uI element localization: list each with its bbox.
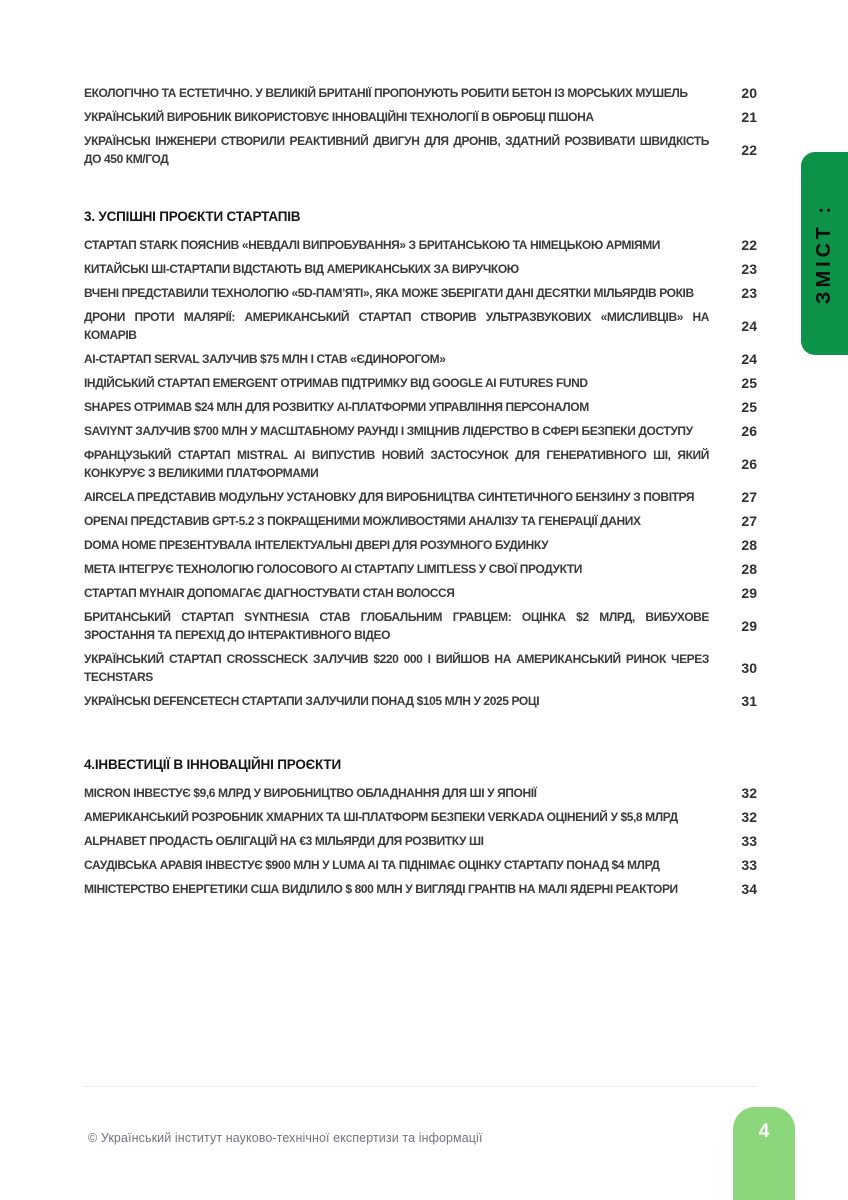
toc-entry-title: ФРАНЦУЗЬКИЙ СТАРТАП MISTRAL AI ВИПУСТИВ НОВИЙ ЗАСТОСУНОК ДЛЯ ГЕНЕРАТИВНОГО ШІ, ЯКИЙ КОНКУРУЄ З ВЕЛИКИМИ ПЛАТФОРМАМИ xyxy=(84,448,709,480)
page-number: 4 xyxy=(758,1121,770,1142)
toc-entry-title: OPENAI ПРЕДСТАВИВ GPT-5.2 З ПОКРАЩЕНИМИ МОЖЛИВОСТЯМИ АНАЛІЗУ ТА ГЕНЕРАЦІЇ ДАНИХ xyxy=(84,514,641,528)
toc-entry-page-number: 33 xyxy=(741,833,757,849)
toc-entry-title: САУДІВСЬКА АРАВІЯ ІНВЕСТУЄ $900 МЛН У LUMA AI ТА ПІДНІМАЄ ОЦІНКУ СТАРТАПУ ПОНАД $4 МЛРД xyxy=(84,858,660,872)
toc-entry-title: SHAPES ОТРИМАВ $24 МЛН ДЛЯ РОЗВИТКУ АІ-ПЛАТФОРМИ УПРАВЛІННЯ ПЕРСОНАЛОМ xyxy=(84,400,589,414)
toc-entry[interactable] xyxy=(84,650,757,686)
toc-entry[interactable] xyxy=(84,808,757,826)
toc-entry[interactable] xyxy=(84,560,757,578)
toc-entry-page-number: 26 xyxy=(741,456,757,472)
toc-entry-page-number: 25 xyxy=(741,375,757,391)
toc-entry-title: AIRCELA ПРЕДСТАВИВ МОДУЛЬНУ УСТАНОВКУ ДЛЯ ВИРОБНИЦТВА СИНТЕТИЧНОГО БЕНЗИНУ З ПОВІТРЯ xyxy=(84,490,695,504)
toc-entry[interactable] xyxy=(84,856,757,874)
toc-entry-page-number: 22 xyxy=(741,237,757,253)
toc-entry-page-number: 24 xyxy=(741,318,757,334)
toc-entry-page-number: 27 xyxy=(741,513,757,529)
toc-entry-title: МЕТА ІНТЕГРУЄ ТЕХНОЛОГІЮ ГОЛОСОВОГО AI СТАРТАПУ LIMITLESS У СВОЇ ПРОДУКТИ xyxy=(84,562,582,576)
toc-entry-page-number: 25 xyxy=(741,399,757,415)
toc-entry[interactable] xyxy=(84,260,757,278)
toc-entry-title: ДРОНИ ПРОТИ МАЛЯРІЇ: АМЕРИКАНСЬКИЙ СТАРТАП СТВОРИВ УЛЬТРАЗВУКОВИХ «МИСЛИВЦІВ» НА КОМАРІВ xyxy=(84,310,709,342)
section-heading: 4.ІНВЕСТИЦІЇ В ІННОВАЦІЙНІ ПРОЄКТИ xyxy=(84,757,341,772)
contents-tab[interactable] xyxy=(801,152,848,355)
toc-entry[interactable] xyxy=(84,308,757,344)
toc-entry-title: МІНІСТЕРСТВО ЕНЕРГЕТИКИ США ВИДІЛИЛО $ 800 МЛН У ВИГЛЯДІ ГРАНТІВ НА МАЛІ ЯДЕРНІ РЕАКТОРИ xyxy=(84,882,678,896)
toc-section xyxy=(84,756,757,898)
footer-copyright: © Український інститут науково-технічної експертизи та інформації xyxy=(88,1131,483,1145)
toc-entry[interactable] xyxy=(84,536,757,554)
toc-entry[interactable] xyxy=(84,880,757,898)
toc-entry[interactable] xyxy=(84,350,757,368)
toc-entry-title: УКРАЇНСЬКІ DEFENCETECH СТАРТАПИ ЗАЛУЧИЛИ ПОНАД $105 МЛН У 2025 РОЦІ xyxy=(84,694,540,708)
toc-entry[interactable] xyxy=(84,784,757,802)
toc-entry-title: БРИТАНСЬКИЙ СТАРТАП SYNTHESIA СТАВ ГЛОБАЛЬНИМ ГРАВЦЕМ: ОЦІНКА $2 МЛРД, ВИБУХОВЕ ЗРОСТАННЯ ТА ПЕРЕХІД ДО ІНТЕРАКТИВНОГО ВІДЕО xyxy=(84,610,709,642)
toc-entry-title: MICRON ІНВЕСТУЄ $9,6 МЛРД У ВИРОБНИЦТВО ОБЛАДНАННЯ ДЛЯ ШІ У ЯПОНІЇ xyxy=(84,786,537,800)
toc-entry[interactable] xyxy=(84,374,757,392)
toc-entry[interactable] xyxy=(84,132,757,168)
toc-entry[interactable] xyxy=(84,236,757,254)
toc-entry-page-number: 28 xyxy=(741,561,757,577)
contents-tab-label: ЗМІСТ : xyxy=(813,202,835,305)
toc-entry[interactable] xyxy=(84,446,757,482)
toc-entry[interactable] xyxy=(84,398,757,416)
toc-entry-title: АМЕРИКАНСЬКИЙ РОЗРОБНИК ХМАРНИХ ТА ШІ-ПЛАТФОРМ БЕЗПЕКИ VERKADA ОЦІНЕНИЙ У $5,8 МЛРД xyxy=(84,810,678,824)
toc-entry[interactable] xyxy=(84,284,757,302)
toc-entry-title: DOMA HOME ПРЕЗЕНТУВАЛА ІНТЕЛЕКТУАЛЬНІ ДВЕРІ ДЛЯ РОЗУМНОГО БУДИНКУ xyxy=(84,538,549,552)
toc-entry-page-number: 34 xyxy=(741,881,757,897)
toc-entry-title: КИТАЙСЬКІ ШІ-СТАРТАПИ ВІДСТАЮТЬ ВІД АМЕРИКАНСЬКИХ ЗА ВИРУЧКОЮ xyxy=(84,262,519,276)
toc-entry-title: ІНДІЙСЬКИЙ СТАРТАП EMERGENT ОТРИМАВ ПІДТРИМКУ ВІД GOOGLE AI FUTURES FUND xyxy=(84,376,588,390)
toc-entry-page-number: 21 xyxy=(741,109,757,125)
page-number-badge xyxy=(733,1107,795,1200)
toc-entry-page-number: 30 xyxy=(741,660,757,676)
toc-entry-title: СТАРТАП MYHAIR ДОПОМАГАЄ ДІАГНОСТУВАТИ СТАН ВОЛОССЯ xyxy=(84,586,455,600)
toc-entry-title: УКРАЇНСЬКИЙ СТАРТАП CROSSCHECK ЗАЛУЧИВ $220 000 І ВИЙШОВ НА АМЕРИКАНСЬКИЙ РИНОК ЧЕРЕЗ TECHSTARS xyxy=(84,652,709,684)
toc-entry-page-number: 23 xyxy=(741,285,757,301)
footer xyxy=(88,1131,483,1145)
toc-entry-page-number: 32 xyxy=(741,785,757,801)
toc-entry-title: УКРАЇНСЬКИЙ ВИРОБНИК ВИКОРИСТОВУЄ ІННОВАЦІЙНІ ТЕХНОЛОГІЇ В ОБРОБЦІ ПШОНА xyxy=(84,110,594,124)
toc-entry-title: СТАРТАП STARK ПОЯСНИВ «НЕВДАЛІ ВИПРОБУВАННЯ» З БРИТАНСЬКОЮ ТА НІМЕЦЬКОЮ АРМІЯМИ xyxy=(84,238,661,252)
toc-entry[interactable] xyxy=(84,584,757,602)
toc-entry-title: ЕКОЛОГІЧНО ТА ЕСТЕТИЧНО. У ВЕЛИКІЙ БРИТАНІЇ ПРОПОНУЮТЬ РОБИТИ БЕТОН ІЗ МОРСЬКИХ МУШЕЛЬ xyxy=(84,86,688,100)
toc-entry-title: УКРАЇНСЬКІ ІНЖЕНЕРИ СТВОРИЛИ РЕАКТИВНИЙ ДВИГУН ДЛЯ ДРОНІВ, ЗДАТНИЙ РОЗВИВАТИ ШВИДКІСТЬ ДО 450 КМ/ГОД xyxy=(84,134,709,166)
toc-entry[interactable] xyxy=(84,608,757,644)
toc-content xyxy=(84,84,757,904)
toc-entry-page-number: 23 xyxy=(741,261,757,277)
toc-entry[interactable] xyxy=(84,488,757,506)
section-heading: 3. УСПІШНІ ПРОЄКТИ СТАРТАПІВ xyxy=(84,209,301,224)
toc-entry-page-number: 29 xyxy=(741,618,757,634)
toc-section xyxy=(84,208,757,710)
toc-entry-page-number: 27 xyxy=(741,489,757,505)
toc-entry-page-number: 28 xyxy=(741,537,757,553)
toc-entry-page-number: 26 xyxy=(741,423,757,439)
toc-entry-title: АІ-СТАРТАП SERVAL ЗАЛУЧИВ $75 МЛН І СТАВ «ЄДИНОРОГОМ» xyxy=(84,352,446,366)
toc-entry-title: SAVIYNT ЗАЛУЧИВ $700 МЛН У МАСШТАБНОМУ РАУНДІ І ЗМІЦНИВ ЛІДЕРСТВО В СФЕРІ БЕЗПЕКИ ДОСТУПУ xyxy=(84,424,693,438)
toc-entry-page-number: 29 xyxy=(741,585,757,601)
toc-entry-page-number: 20 xyxy=(741,85,757,101)
toc-entry-page-number: 31 xyxy=(741,693,757,709)
toc-entry[interactable] xyxy=(84,692,757,710)
toc-entry[interactable] xyxy=(84,422,757,440)
toc-entry[interactable] xyxy=(84,108,757,126)
toc-section xyxy=(84,84,757,168)
toc-entry[interactable] xyxy=(84,512,757,530)
toc-entry-title: ALPHABET ПРОДАСТЬ ОБЛІГАЦІЙ НА €3 МІЛЬЯРДИ ДЛЯ РОЗВИТКУ ШІ xyxy=(84,834,484,848)
toc-entry[interactable] xyxy=(84,832,757,850)
toc-entry-title: ВЧЕНІ ПРЕДСТАВИЛИ ТЕХНОЛОГІЮ «5D-ПАМ’ЯТІ», ЯКА МОЖЕ ЗБЕРІГАТИ ДАНІ ДЕСЯТКИ МІЛЬЯРДІВ РОКІВ xyxy=(84,286,694,300)
footer-divider xyxy=(84,1086,757,1087)
toc-entry-page-number: 22 xyxy=(741,142,757,158)
toc-entry[interactable] xyxy=(84,84,757,102)
toc-entry-page-number: 32 xyxy=(741,809,757,825)
toc-entry-page-number: 33 xyxy=(741,857,757,873)
toc-entry-page-number: 24 xyxy=(741,351,757,367)
